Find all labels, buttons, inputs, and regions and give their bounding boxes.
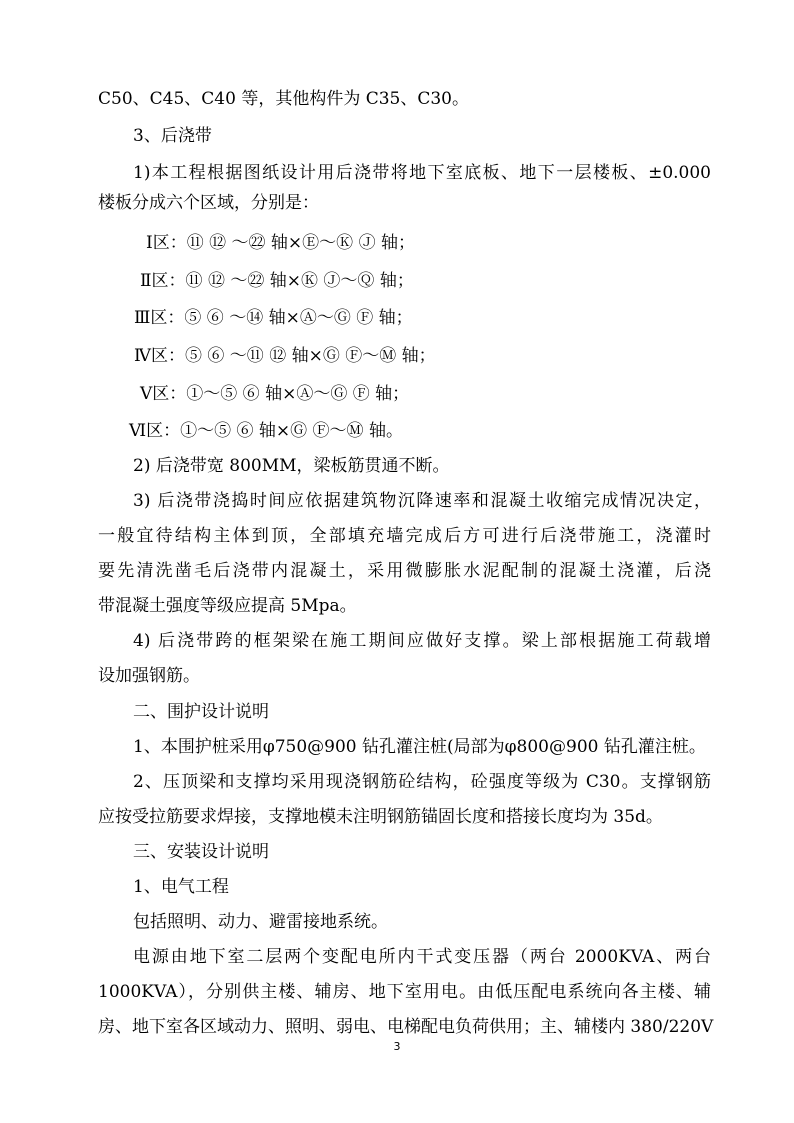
text-line: 3) 后浇带浇捣时间应依据建筑物沉降速率和混凝土收缩完成情况决定， <box>133 491 711 511</box>
section-heading: 1、电气工程 <box>133 877 229 897</box>
text-line: C50、C45、C40 等，其他构件为 C35、C30。 <box>98 89 470 109</box>
text-line: 楼板分成六个区域，分别是： <box>98 193 319 213</box>
text-line: 2、压顶梁和支撑均采用现浇钢筋砼结构，砼强度等级为 C30。支撑钢筋 <box>133 772 711 792</box>
text-line: 1)本工程根据图纸设计用后浇带将地下室底板、地下一层楼板、±0.000 <box>133 163 711 183</box>
zone-line: Ⅳ区：⑤ ⑥ ～⑪ ⑫ 轴×Ⓖ Ⓕ～Ⓜ 轴； <box>134 346 436 366</box>
text-line: 包括照明、动力、避雷接地系统。 <box>133 912 388 932</box>
text-line: 带混凝土强度等级应提高 5Mpa。 <box>98 596 357 616</box>
text-line: 房、地下室各区域动力、照明、弱电、电梯配电负荷供用；主、辅楼内 380/220V <box>98 1017 714 1037</box>
section-heading: 三、安装设计说明 <box>133 842 269 862</box>
text-line: 设加强钢筋。 <box>98 666 200 686</box>
text-line: 1000KVA），分别供主楼、辅房、地下室用电。由低压配电系统向各主楼、辅 <box>98 982 711 1002</box>
zone-line: Ⅲ区：⑤ ⑥ ～⑭ 轴×Ⓐ～Ⓖ Ⓕ 轴； <box>134 308 413 328</box>
section-heading: 3、后浇带 <box>133 126 212 146</box>
text-line: 应按受拉筋要求焊接，支撑地模未注明钢筋锚固长度和搭接长度均为 35d。 <box>98 807 663 827</box>
text-line: 4) 后浇带跨的框架梁在施工期间应做好支撑。梁上部根据施工荷载增 <box>133 631 711 651</box>
zone-line: Ⅱ区：⑪ ⑫ ～㉒ 轴×Ⓚ Ⓙ～Ⓠ 轴； <box>140 271 414 291</box>
text-line: 一般宜待结构主体到顶，全部填充墙完成后方可进行后浇带施工，浇灌时 <box>98 526 711 546</box>
zone-line: Ⅴ区：①～⑤ ⑥ 轴×Ⓐ～Ⓖ Ⓕ 轴； <box>140 384 410 404</box>
zone-line: Ⅰ区：⑪ ⑫ ～㉒ 轴×Ⓔ～Ⓚ Ⓙ 轴； <box>146 233 415 253</box>
text-line: 2) 后浇带宽 800MM，梁板筋贯通不断。 <box>133 456 450 476</box>
zone-line: Ⅵ区：①～⑤ ⑥ 轴×Ⓖ Ⓕ～Ⓜ 轴。 <box>129 421 403 441</box>
text-line: 1、本围护桩采用φ750@900 钻孔灌注桩(局部为φ800@900 钻孔灌注桩。 <box>133 737 706 757</box>
text-line: 电源由地下室二层两个变配电所内干式变压器（两台 2000KVA、两台 <box>133 947 711 967</box>
text-line: 要先清洗凿毛后浇带内混凝土，采用微膨胀水泥配制的混凝土浇灌，后浇 <box>98 561 711 581</box>
page-number: 3 <box>393 1040 401 1053</box>
section-heading: 二、围护设计说明 <box>133 702 269 722</box>
